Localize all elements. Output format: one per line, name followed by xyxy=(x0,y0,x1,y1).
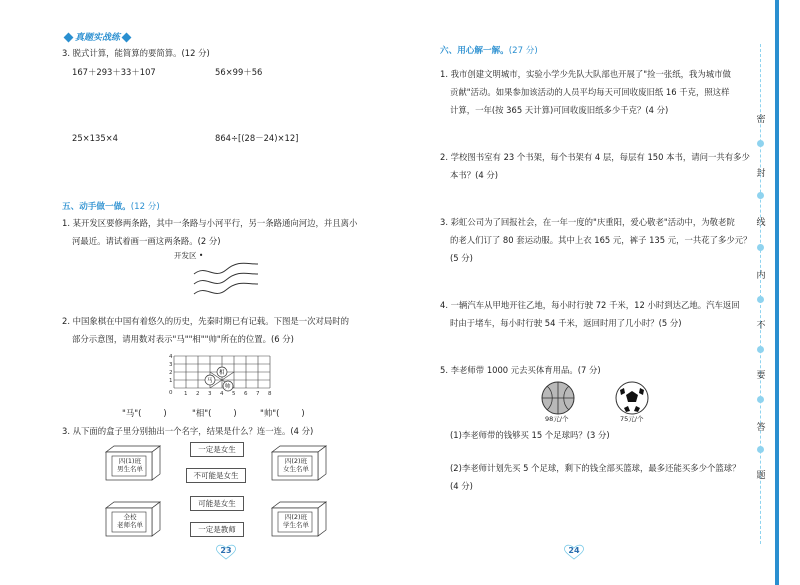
x-tick-8: 8 xyxy=(268,391,272,397)
seal-char-4: 内 xyxy=(756,271,766,281)
r-q5-sub2-line1: (2)李老师计划先买 5 个足球，剩下的钱全部买篮球，最多还能买多少个篮球？ xyxy=(450,463,741,473)
r-q1-line2: 贡献"活动。如果参加该活动的人员平均每天可回收废旧纸 16 千克，照这样 xyxy=(450,87,730,97)
chess-grid xyxy=(160,350,280,398)
seal-dot xyxy=(757,140,764,147)
section-banner xyxy=(62,30,133,43)
seal-char-6: 要 xyxy=(756,371,766,381)
seal-char-5: 不 xyxy=(756,321,766,331)
calc-3: 25×135×4 xyxy=(72,133,119,143)
king-label: 帅 xyxy=(225,384,231,390)
r-q2-line1: 2. 学校图书室有 23 个书架，每个书架有 4 层，每层有 150 本书，请问一共有多少 xyxy=(440,152,750,162)
seal-char-8: 题 xyxy=(756,471,766,481)
elephant-label: 相 xyxy=(219,370,225,376)
basketball-icon xyxy=(540,380,576,416)
option-must-teacher[interactable]: 一定是教师 xyxy=(190,522,244,537)
r-q4-line2: 时由于堵车，每小时行驶 54 千米，返回时用了几小时？(5 分) xyxy=(450,318,682,328)
seal-dot xyxy=(757,446,764,453)
seal-dot xyxy=(757,244,764,251)
diamond-icon xyxy=(64,33,74,43)
x-tick-6: 6 xyxy=(244,391,248,397)
seal-dot xyxy=(757,346,764,353)
seal-char-3: 线 xyxy=(756,218,766,228)
seal-dot xyxy=(757,192,764,199)
development-zone-label: 开发区 • xyxy=(174,251,204,260)
seal-char-1: 密 xyxy=(756,115,766,125)
calc-4: 864÷[(28－24)×12] xyxy=(215,133,299,143)
r-q4-line1: 4. 一辆汽车从甲地开往乙地，每小时行驶 72 千米，12 小时到达乙地。汽车返回 xyxy=(440,300,740,310)
seal-dot xyxy=(757,296,764,303)
horse-label: 马 xyxy=(207,378,213,384)
section-6-title: 六、用心解一解。(27 分) xyxy=(440,46,538,56)
box-label-2: 四(2)班 女生名单 xyxy=(283,457,309,473)
q5-1-line1: 1. 某开发区要修两条路，其中一条路与小河平行，另一条路通向河边，并且离小 xyxy=(62,218,358,228)
x-tick-3: 3 xyxy=(208,391,212,397)
section-5-title: 五、动手做一做。(12 分) xyxy=(62,202,160,212)
option-must-girl[interactable]: 一定是女生 xyxy=(190,442,244,457)
box-label-1: 四(1)班 男生名单 xyxy=(117,457,143,473)
q5-2-line2: 部分示意图，请用数对表示"马""相""帅"所在的位置。(6 分) xyxy=(72,334,294,344)
calc-2: 56×99＋56 xyxy=(215,67,263,77)
question-3-title: 3. 脱式计算，能简算的要简算。(12 分) xyxy=(62,48,210,58)
football-price: 75元/个 xyxy=(620,415,644,423)
r-q5-sub2-line2: (4 分) xyxy=(450,481,473,491)
r-q5-line: 5. 李老师带 1000 元去买体育用品。(7 分) xyxy=(440,365,601,375)
r-q3-line1: 3. 彩虹公司为了回报社会，在一年一度的"庆重阳，爱心敬老"活动中，为敬老院 xyxy=(440,217,735,227)
banner-text: 真题实战练 xyxy=(75,33,121,43)
q5-3-line: 3. 从下面的盒子里分别抽出一个名字，结果是什么？连一连。(4 分) xyxy=(62,426,314,436)
y-tick-2: 2 xyxy=(169,370,173,376)
answer-king: "帅"( ) xyxy=(260,408,305,418)
x-tick-4: 4 xyxy=(220,391,224,397)
y-tick-4: 4 xyxy=(169,354,173,360)
q5-2-line1: 2. 中国象棋在中国有着悠久的历史，先秦时期已有记载。下图是一次对局时的 xyxy=(62,316,350,326)
r-q2-line2: 本书？(4 分) xyxy=(450,170,499,180)
r-q1-line3: 计算，一年(按 365 天计算)可回收废旧纸多少千克？(4 分) xyxy=(450,105,669,115)
x-tick-7: 7 xyxy=(256,391,260,397)
x-tick-1: 1 xyxy=(184,391,188,397)
river-drawing xyxy=(188,262,268,304)
seal-char-7: 答 xyxy=(756,423,766,433)
r-q3-line2: 的老人们订了 80 套运动服。其中上衣 165 元，裤子 135 元，一共花了多少元？ xyxy=(450,235,752,245)
calc-1: 167＋293＋33＋107 xyxy=(72,67,156,77)
answer-elephant: "相"( ) xyxy=(192,408,237,418)
basketball-price: 98元/个 xyxy=(545,415,569,423)
box-label-4: 四(2)班 学生名单 xyxy=(283,513,309,529)
origin-tick: 0 xyxy=(169,390,173,396)
y-tick-3: 3 xyxy=(169,362,173,368)
r-q1-line1: 1. 我市创建文明城市，实验小学少先队大队部也开展了"捡一张纸，我为城市做 xyxy=(440,69,731,79)
y-tick-1: 1 xyxy=(169,378,173,384)
football-icon xyxy=(614,380,650,416)
seal-dot xyxy=(757,396,764,403)
option-maybe-girl[interactable]: 可能是女生 xyxy=(190,496,244,511)
option-cannot-girl[interactable]: 不可能是女生 xyxy=(186,468,246,483)
q5-1-line2: 河最近。请试着画一画这两条路。(2 分) xyxy=(72,236,221,246)
seal-char-2: 封 xyxy=(756,169,766,179)
box-label-3: 全校 老师名单 xyxy=(117,513,143,529)
diamond-icon xyxy=(122,33,132,43)
x-tick-2: 2 xyxy=(196,391,200,397)
answer-horse: "马"( ) xyxy=(122,408,167,418)
r-q5-sub1: (1)李老师带的钱够买 15 个足球吗？(3 分) xyxy=(450,430,610,440)
x-tick-5: 5 xyxy=(232,391,236,397)
r-q3-line3: (5 分) xyxy=(450,253,473,263)
seal-bar xyxy=(775,0,779,585)
